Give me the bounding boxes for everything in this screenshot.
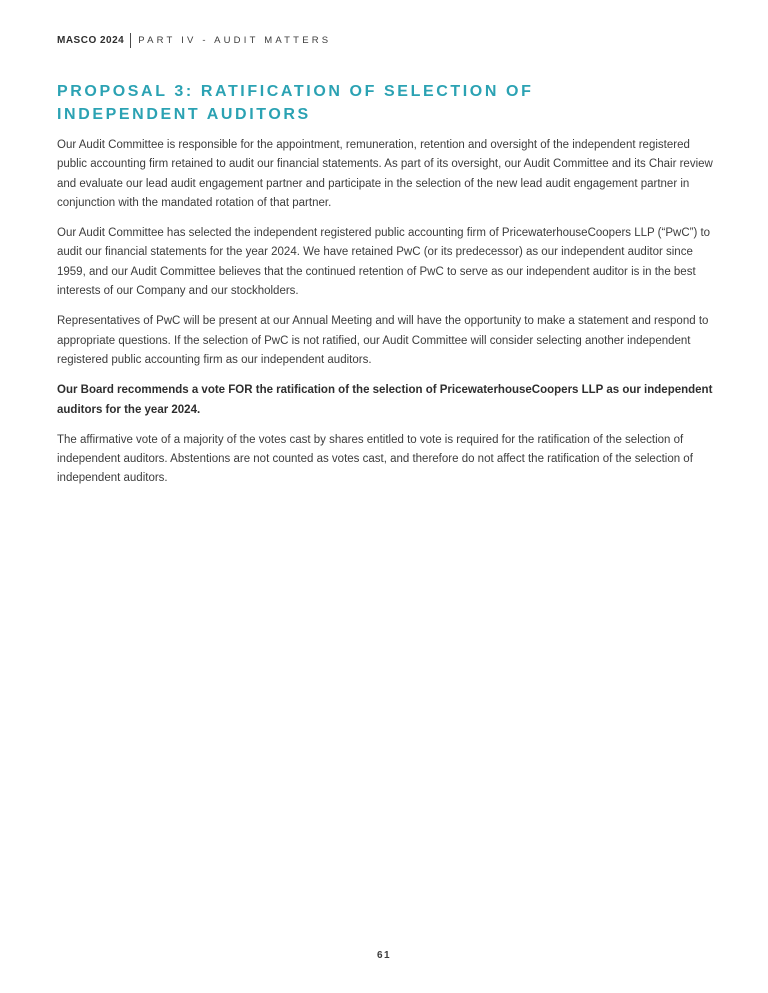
section-label: PART IV - AUDIT MATTERS <box>138 35 332 46</box>
brand-label: MASCO 2024 <box>57 35 125 46</box>
paragraph-pwc-representatives: Representatives of PwC will be present at our Annual Meeting and will have the opportunity to make a statement and respond to appropriate questions. If the selection of PwC is not ratified, our Audit Committee will consider selecting another independent registered public accounting firm as our independent auditors. <box>57 315 709 366</box>
paragraph-audit-committee-oversight: Our Audit Committee is responsible for the appointment, remuneration, retention and oversight of the independent registered public accounting firm retained to audit our financial statements. As part of its oversight, our Audit Committee and its Chair review and evaluate our lead audit engagement partner and participate in the selection of the new lead audit engagement partner in conjunction with the mandated rotation of that partner. <box>57 139 713 209</box>
page-title-line-1: PROPOSAL 3: RATIFICATION OF SELECTION OF <box>57 83 534 100</box>
document-body <box>57 136 713 500</box>
board-recommendation-statement: Our Board recommends a vote FOR the ratification of the selection of PricewaterhouseCoopers LLP as our independent auditors for the year 2024. <box>57 384 713 416</box>
page-header <box>57 33 331 48</box>
page-footer <box>0 945 768 963</box>
header-divider <box>130 33 131 48</box>
page-title <box>57 80 717 126</box>
page-number: 61 <box>376 950 392 961</box>
page-title-line-2: INDEPENDENT AUDITORS <box>57 106 311 123</box>
paragraph-vote-requirement: The affirmative vote of a majority of the votes cast by shares entitled to vote is required for the ratification of the selection of independent auditors. Abstentions are not counted as votes cast, and therefore do not affect the ratification of the selection of independent auditors. <box>57 433 693 485</box>
paragraph-pwc-selection: Our Audit Committee has selected the independent registered public accounting firm of PricewaterhouseCoopers LLP (“PwC”) to audit our financial statements for the year 2024. We have retained PwC (or its predecessor) as our independent auditor since 1959, and our Audit Committee believes that the continued retention of PwC to serve as our independent auditor is in the best interests of our Company and our stockholders. <box>57 227 711 298</box>
